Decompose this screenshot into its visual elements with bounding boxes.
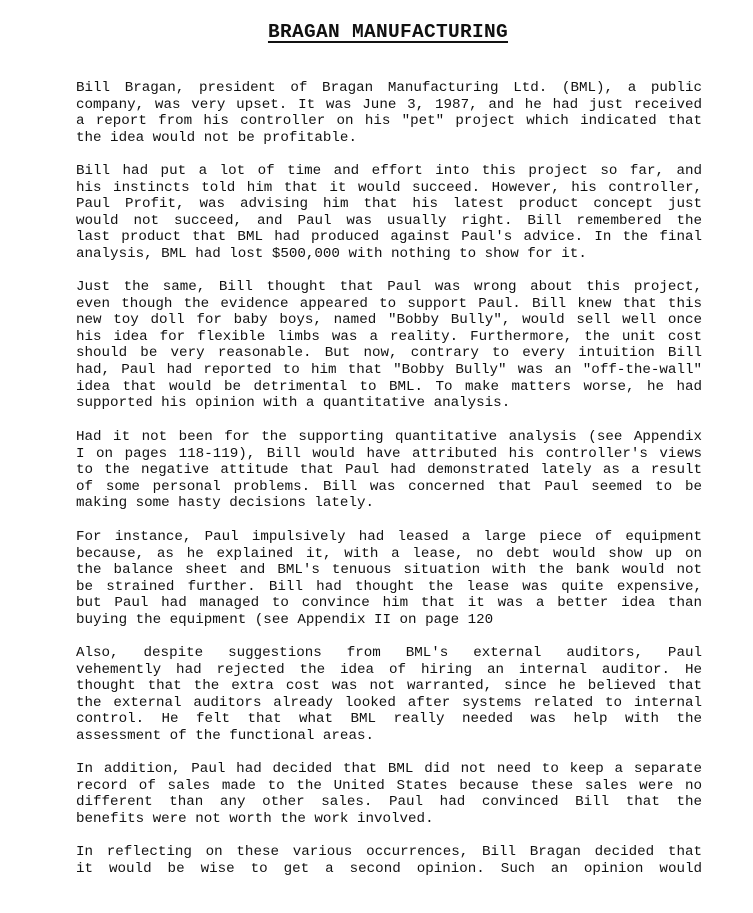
paragraph-line: of some personal problems. Bill was concerned that Paul seemed to be xyxy=(76,478,702,495)
paragraph-line: to the negative attitude that Paul had demonstrated lately as a result xyxy=(76,462,702,479)
paragraph-line: supported his opinion with a quantitative analysis. xyxy=(76,395,511,412)
paragraph-1 xyxy=(76,80,702,146)
paragraph-line: the external auditors already looked after systems related to internal xyxy=(76,694,702,711)
paragraph-line: but Paul had managed to convince him that it was a better idea than xyxy=(76,595,702,612)
paragraph-8 xyxy=(76,844,702,877)
paragraph-line: idea that would be detrimental to BML. To make matters worse, he had xyxy=(76,378,702,395)
paragraph-line: assessment of the functional areas. xyxy=(76,727,374,744)
paragraph-line: record of sales made to the United States because these sales were no xyxy=(76,777,702,794)
paragraph-line: the balance sheet and BML's tenuous situation with the bank would not xyxy=(76,562,702,579)
paragraph-line: should be very reasonable. But now, contrary to every intuition Bill xyxy=(76,345,702,362)
paragraph-line: would not succeed, and Paul was usually right. Bill remembered the xyxy=(76,212,702,229)
paragraph-line: because, as he explained it, with a lease, no debt would show up on xyxy=(76,545,702,562)
paragraph-line: control. He felt that what BML really needed was help with the xyxy=(76,711,702,728)
paragraph-line: I on pages 118-119), Bill would have attributed his controller's views xyxy=(76,445,702,462)
paragraph-line: even though the evidence appeared to support Paul. Bill knew that this xyxy=(76,295,702,312)
paragraph-line: the idea would not be profitable. xyxy=(76,129,357,146)
paragraph-line: For instance, Paul impulsively had leased a large piece of equipment xyxy=(76,529,702,545)
paragraph-line: thought that the extra cost was not warranted, since he believed that xyxy=(76,678,702,695)
document-title xyxy=(0,19,753,45)
paragraph-line: last product that BML had produced against Paul's advice. In the final xyxy=(76,229,702,246)
paragraph-line: In addition, Paul had decided that BML did not need to keep a separate xyxy=(76,761,702,777)
paragraph-line: his instincts told him that it would succeed. However, his controller, xyxy=(76,179,702,196)
paragraph-line: had, Paul had reported to him that "Bobby Bully" was an "off-the-wall" xyxy=(76,361,702,378)
paragraph-line: buying the equipment (see Appendix II on page 120 xyxy=(76,611,494,628)
paragraph-4 xyxy=(76,429,702,512)
paragraph-7 xyxy=(76,761,702,827)
paragraph-line: company, was very upset. It was June 3, 1987, and he had just received xyxy=(76,96,702,113)
paragraph-line: analysis, BML had lost $500,000 with nothing to show for it. xyxy=(76,245,587,262)
paragraph-line: different than any other sales. Paul had convinced Bill that the xyxy=(76,794,702,811)
paragraph-line: his idea for flexible limbs was a reality. Furthermore, the unit cost xyxy=(76,328,702,345)
paragraph-5 xyxy=(76,529,702,629)
paragraph-line: Bill had put a lot of time and effort into this project so far, and xyxy=(76,163,702,179)
paragraph-line: new toy doll for baby boys, named "Bobby Bully", would sell well once xyxy=(76,312,702,329)
paragraph-line: it would be wise to get a second opinion. Such an opinion would xyxy=(76,860,702,877)
paragraph-line: be strained further. Bill had thought the lease was quite expensive, xyxy=(76,578,702,595)
paragraph-line: vehemently had rejected the idea of hiring an internal auditor. He xyxy=(76,661,702,678)
paragraph-line: Paul Profit, was advising him that his latest product concept just xyxy=(76,196,702,213)
document-title-text: BRAGAN MANUFACTURING xyxy=(267,21,509,43)
paragraph-line: Had it not been for the supporting quantitative analysis (see Appendix xyxy=(76,429,702,445)
paragraph-3 xyxy=(76,279,702,412)
paragraph-line: making some hasty decisions lately. xyxy=(76,495,374,512)
paragraph-line: In reflecting on these various occurrences, Bill Bragan decided that xyxy=(76,844,702,860)
paragraph-line: Just the same, Bill thought that Paul was wrong about this project, xyxy=(76,279,702,295)
paragraph-line: benefits were not worth the work involved. xyxy=(76,810,434,827)
paragraph-6 xyxy=(76,645,702,745)
paragraph-2 xyxy=(76,163,702,263)
paragraph-line: a report from his controller on his "pet" project which indicated that xyxy=(76,113,702,130)
paragraph-line: Also, despite suggestions from BML's external auditors, Paul xyxy=(76,645,702,661)
paragraph-line: Bill Bragan, president of Bragan Manufacturing Ltd. (BML), a public xyxy=(76,80,702,96)
